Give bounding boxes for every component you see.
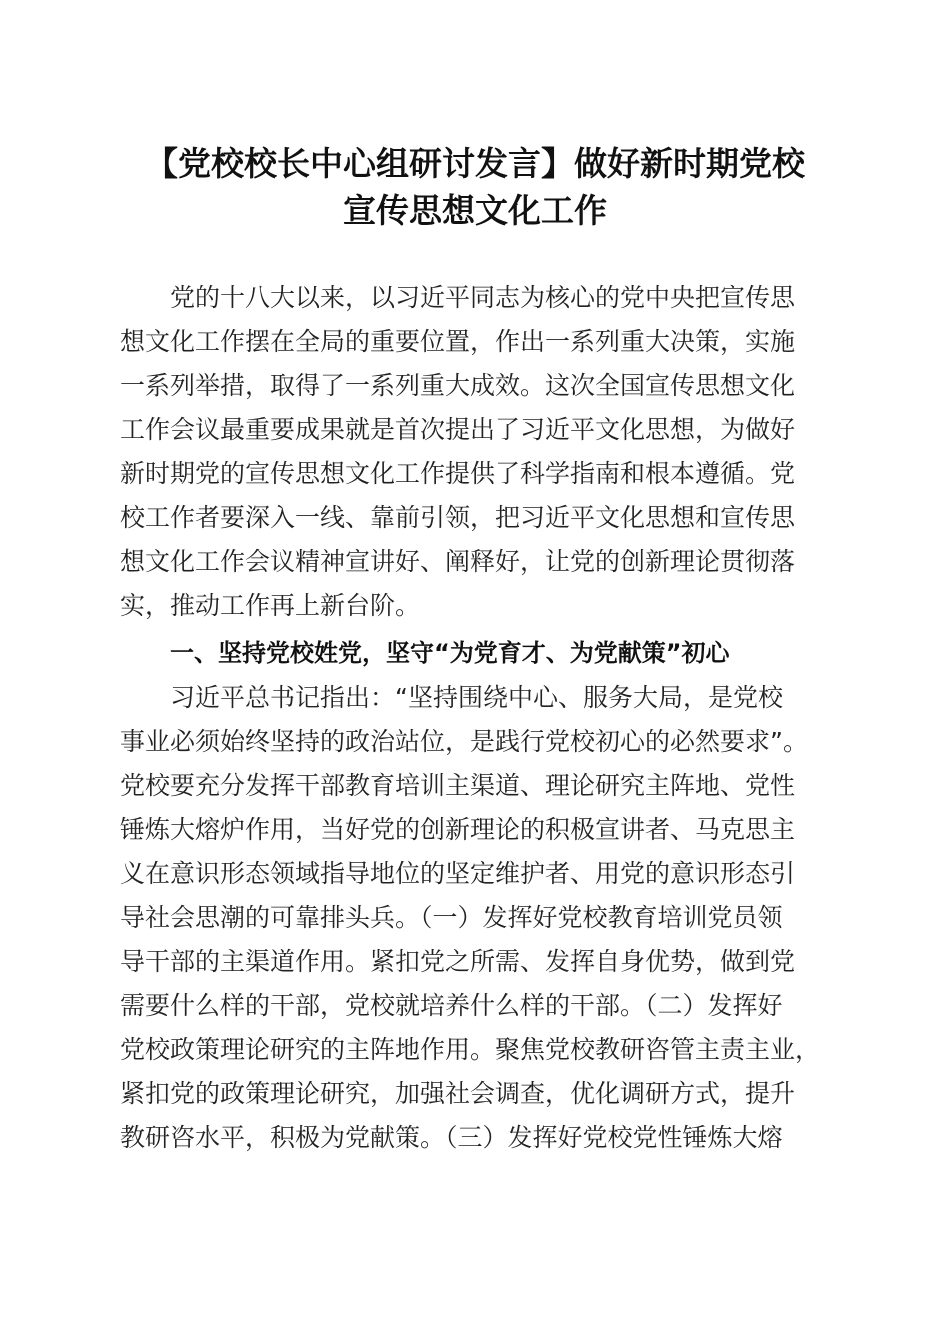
paragraph-line: 实，推动工作再上新台阶。	[120, 591, 421, 620]
paragraph-line: 导社会思潮的可靠排头兵。（一）发挥好党校教育培训党员领	[120, 903, 783, 932]
paragraph-line: 党校政策理论研究的主阵地作用。聚焦党校教研咨管主责主业，	[120, 1035, 821, 1064]
paragraph-line: 导干部的主渠道作用。紧扣党之所需、发挥自身优势，做到党	[120, 947, 796, 976]
paragraph-line: 新时期党的宣传思想文化工作提供了科学指南和根本遵循。党	[120, 459, 796, 488]
paragraph-line: 需要什么样的干部，党校就培养什么样的干部。（二）发挥好	[120, 991, 783, 1020]
document-title-line-1: 【党校校长中心组研讨发言】做好新时期党校	[145, 144, 805, 183]
paragraph-line: 工作会议最重要成果就是首次提出了习近平文化思想，为做好	[120, 415, 796, 444]
paragraph-line: 党的十八大以来，以习近平同志为核心的党中央把宣传思	[170, 283, 796, 312]
paragraph-line: 习近平总书记指出：“坚持围绕中心、服务大局，是党校	[170, 683, 783, 712]
document-title-line-2: 宣传思想文化工作	[343, 191, 607, 230]
paragraph-line: 事业必须始终坚持的政治站位，是践行党校初心的必然要求”。	[120, 727, 808, 756]
paragraph-line: 紧扣党的政策理论研究，加强社会调查，优化调研方式，提升	[120, 1079, 796, 1108]
paragraph-line: 义在意识形态领域指导地位的坚定维护者、用党的意识形态引	[120, 859, 796, 888]
paragraph-line: 教研咨水平，积极为党献策。（三）发挥好党校党性锤炼大熔	[120, 1123, 783, 1152]
paragraph-line: 校工作者要深入一线、靠前引领，把习近平文化思想和宣传思	[120, 503, 796, 532]
paragraph-line: 党校要充分发挥干部教育培训主渠道、理论研究主阵地、党性	[120, 771, 796, 800]
section-heading-1: 一、坚持党校姓党，坚守“为党育才、为党献策”初心	[170, 639, 730, 667]
paragraph-line: 想文化工作会议精神宣讲好、阐释好，让党的创新理论贯彻落	[120, 547, 796, 576]
paragraph-line: 一系列举措，取得了一系列重大成效。这次全国宣传思想文化	[120, 371, 796, 400]
paragraph-line: 锤炼大熔炉作用，当好党的创新理论的积极宣讲者、马克思主	[120, 815, 796, 844]
paragraph-line: 想文化工作摆在全局的重要位置，作出一系列重大决策，实施	[120, 327, 796, 356]
